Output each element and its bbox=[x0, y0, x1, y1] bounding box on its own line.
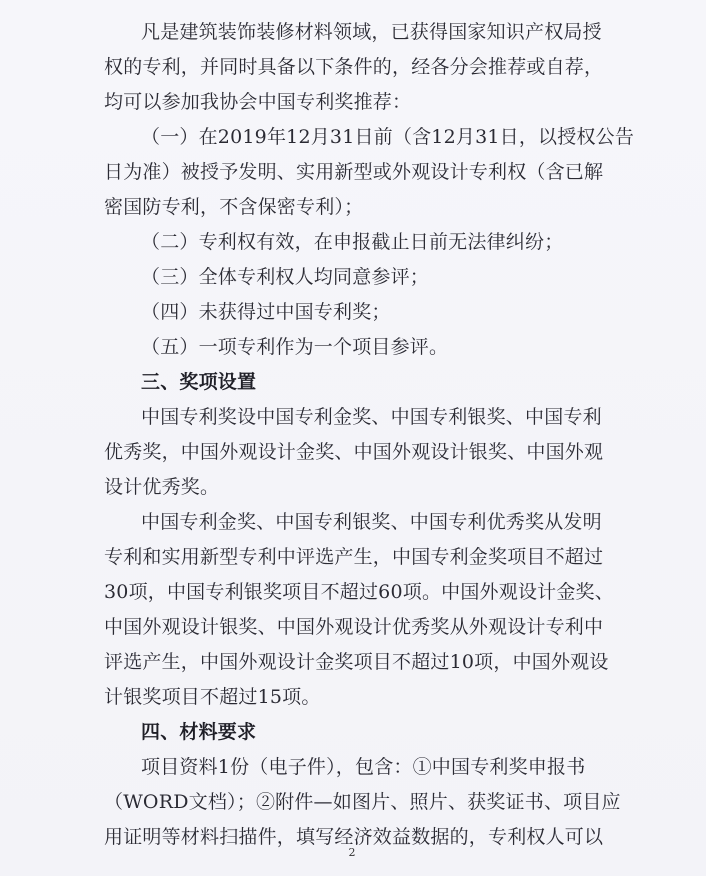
paragraph-line: 中国专利奖设中国专利金奖、中国专利银奖、中国专利 bbox=[141, 406, 602, 428]
condition-line: （三）全体专利权人均同意参评； bbox=[141, 266, 430, 288]
paragraph-line: 设计优秀奖。 bbox=[104, 476, 220, 498]
condition-line: 日为准）被授予发明、实用新型或外观设计专利权（含已解 bbox=[104, 161, 604, 183]
paragraph-line: 均可以参加我协会中国专利奖推荐： bbox=[104, 91, 412, 113]
condition-line: （一）在2019年12月31日前（含12月31日，以授权公告 bbox=[141, 126, 635, 148]
paragraph-line: 权的专利，并同时具备以下条件的，经各分会推荐或自荐， bbox=[104, 56, 604, 78]
paragraph-line: 优秀奖，中国外观设计金奖、中国外观设计银奖、中国外观 bbox=[104, 441, 604, 463]
paragraph-line: 专利和实用新型专利中评选产生，中国专利金奖项目不超过 bbox=[104, 546, 604, 568]
paragraph-line: 项目资料1份（电子件），包含：①中国专利奖申报书 bbox=[141, 756, 586, 778]
paragraph-line: 凡是建筑装饰装修材料领域，已获得国家知识产权局授 bbox=[141, 21, 602, 43]
paragraph-line: 用证明等材料扫描件，填写经济效益数据的，专利权人可以 bbox=[104, 826, 604, 848]
section-heading: 四、材料要求 bbox=[141, 721, 257, 743]
paragraph-line: 评选产生，中国外观设计金奖项目不超过10项，中国外观设 bbox=[104, 651, 609, 673]
condition-line: （五）一项专利作为一个项目参评。 bbox=[141, 336, 449, 358]
paragraph-line: 30项，中国专利银奖项目不超过60项。中国外观设计金奖、 bbox=[104, 581, 614, 603]
condition-line: （二）专利权有效，在申报截止日前无法律纠纷； bbox=[141, 231, 564, 253]
paragraph-line: 中国外观设计银奖、中国外观设计优秀奖从外观设计专利中 bbox=[104, 616, 604, 638]
condition-line: （四）未获得过中国专利奖； bbox=[141, 301, 391, 323]
page-number: 2 bbox=[348, 846, 356, 859]
paragraph-line: 计银奖项目不超过15项。 bbox=[104, 686, 321, 708]
paragraph-line: （WORD文档）；②附件—如图片、照片、获奖证书、项目应 bbox=[104, 791, 621, 813]
condition-line: 密国防专利，不含保密专利）； bbox=[104, 196, 364, 218]
paragraph-line: 中国专利金奖、中国专利银奖、中国专利优秀奖从发明 bbox=[141, 511, 602, 533]
section-heading: 三、奖项设置 bbox=[141, 371, 257, 393]
